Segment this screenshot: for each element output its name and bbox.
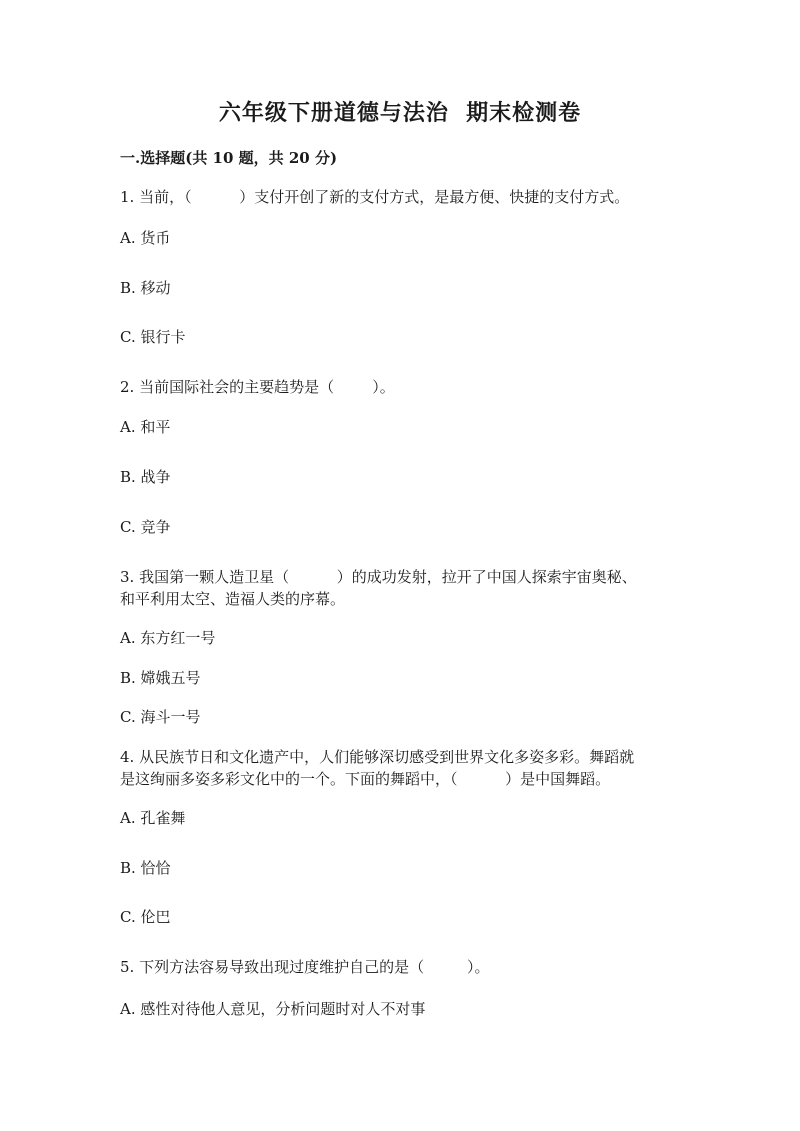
- page-title: 六年级下册道德与法治 期末检测卷: [218, 100, 582, 126]
- question-3-stem-line-1: 3. 我国第一颗人造卫星（ ）的成功发射，拉开了中国人探索宇宙奥秘、: [120, 568, 637, 586]
- question-1-option-b: B. 移动: [120, 279, 171, 297]
- question-4-option-a: A. 孔雀舞: [120, 809, 186, 827]
- question-3-option-a: A. 东方红一号: [120, 629, 216, 647]
- question-1-option-c: C. 银行卡: [120, 328, 186, 346]
- question-2-option-a: A. 和平: [120, 418, 171, 436]
- question-1-option-a: A. 货币: [120, 229, 171, 247]
- question-4-stem-line-2: 是这绚丽多姿多彩文化中的一个。下面的舞蹈中，（ ）是中国舞蹈。: [120, 770, 611, 788]
- question-3-option-c: C. 海斗一号: [120, 708, 201, 726]
- question-3-stem-line-2: 和平利用太空、造福人类的序幕。: [120, 590, 346, 608]
- section-heading: 一.选择题(共 10 题，共 20 分): [120, 149, 338, 167]
- question-1-stem: 1. 当前，（ ）支付开创了新的支付方式，是最方便、快捷的支付方式。: [120, 188, 630, 206]
- question-2-option-b: B. 战争: [120, 468, 171, 486]
- question-5-stem: 5. 下列方法容易导致出现过度维护自己的是（ ）。: [120, 958, 490, 976]
- question-2-option-c: C. 竞争: [120, 518, 171, 536]
- question-4-option-c: C. 伦巴: [120, 908, 171, 926]
- question-4-option-b: B. 恰恰: [120, 859, 171, 877]
- question-4-stem-line-1: 4. 从民族节日和文化遗产中，人们能够深切感受到世界文化多姿多彩。舞蹈就: [120, 748, 635, 766]
- question-3-option-b: B. 嫦娥五号: [120, 669, 201, 687]
- question-5-option-a: A. 感性对待他人意见，分析问题时对人不对事: [120, 1000, 426, 1018]
- question-2-stem: 2. 当前国际社会的主要趋势是（ ）。: [120, 378, 395, 396]
